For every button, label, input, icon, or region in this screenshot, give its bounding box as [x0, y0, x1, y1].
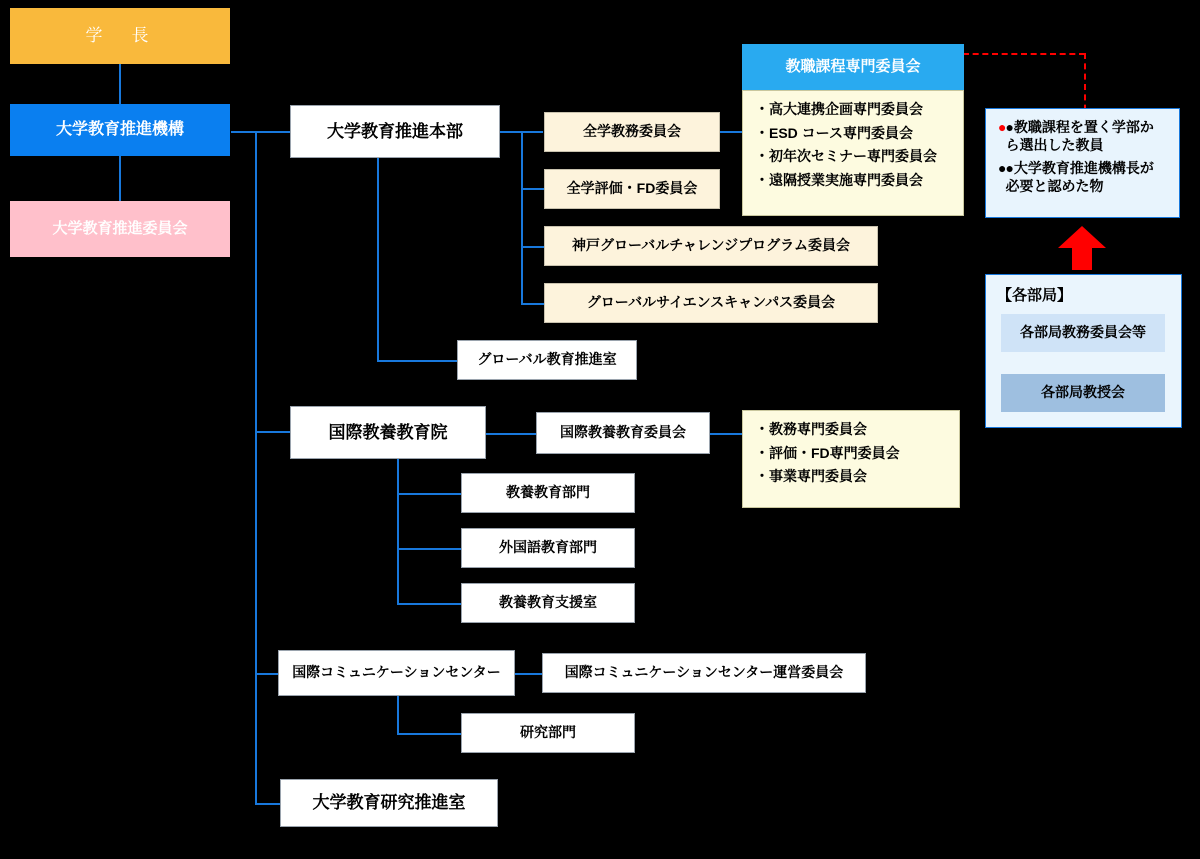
line-comm-to-committee: [515, 673, 542, 675]
line-liberal-ch3: [397, 603, 461, 605]
line-spine-to-liberal: [255, 431, 290, 433]
line-hq-c3: [521, 246, 545, 248]
line-liberal-ch1: [397, 493, 461, 495]
teacher-course-item-2: ・初年次セミナー専門委員会: [755, 148, 937, 164]
teacher-course-item-0: ・高大連携企画専門委員会: [755, 101, 923, 117]
liberal-arts-sub-item-0: ・教務専門委員会: [755, 421, 867, 437]
node-liberal-arts-child-0[interactable]: 教養教育部門: [461, 473, 635, 513]
node-comm-center[interactable]: 国際コミュニケーションセンター: [278, 650, 515, 696]
line-comm-to-research-dept: [397, 733, 461, 735]
line-liberal-to-committee: [486, 433, 536, 435]
node-president[interactable]: 学 長: [10, 8, 230, 64]
node-teacher-course-items: [742, 90, 964, 216]
liberal-arts-sub-item-2: ・事業専門委員会: [755, 468, 867, 484]
node-teacher-course-header[interactable]: 教職課程専門委員会: [742, 44, 964, 90]
node-org[interactable]: 大学教育推進機構: [10, 104, 230, 156]
node-hq-child-3[interactable]: グローバルサイエンスキャンパス委員会: [544, 283, 878, 323]
line-liberal-spine: [397, 456, 399, 603]
node-global-education-office[interactable]: グローバル教育推進室: [457, 340, 637, 380]
line-c1-to-teacher: [719, 131, 743, 133]
red-up-arrow-icon: [1058, 226, 1106, 270]
node-org-committee[interactable]: 大学教育推進委員会: [10, 201, 230, 257]
node-liberal-arts-committee[interactable]: 国際教養教育委員会: [536, 412, 710, 454]
liberal-arts-sub-list: [755, 421, 947, 486]
node-hq[interactable]: 大学教育推進本部: [290, 105, 500, 158]
teacher-course-item-1: ・ESD コース専門委員会: [755, 124, 913, 141]
line-main-spine: [255, 131, 257, 804]
red-bullet-icon: ●: [998, 119, 1007, 135]
node-liberal-arts-child-2[interactable]: 教養教育支援室: [461, 583, 635, 623]
node-hq-child-0[interactable]: 全学教務委員会: [544, 112, 720, 152]
black-bullet-icon: ●: [998, 160, 1007, 176]
node-liberal-arts-child-1[interactable]: 外国語教育部門: [461, 528, 635, 568]
line-president-org: [119, 64, 121, 104]
teacher-course-list: [755, 101, 951, 189]
node-research-office[interactable]: 大学教育研究推進室: [280, 779, 498, 827]
line-org-committee: [119, 156, 121, 201]
node-red-note: [985, 108, 1180, 218]
departments-title: 【各部局】: [997, 287, 1073, 304]
node-comm-center-committee[interactable]: 国際コミュニケーションセンター運営委員会: [542, 653, 866, 693]
node-liberal-arts[interactable]: 国際教養教育院: [290, 406, 486, 459]
line-liberal-ch2: [397, 548, 461, 550]
red-note-item-0: ●教職課程を置く学部から選出した教員: [1005, 119, 1154, 153]
node-hq-child-1[interactable]: 全学評価・FD委員会: [544, 169, 720, 209]
node-hq-child-2[interactable]: 神戸グローバルチャレンジプログラム委員会: [544, 226, 878, 266]
departments-item-0[interactable]: 各部局教務委員会等: [1001, 314, 1165, 352]
line-hq-c2: [521, 188, 545, 190]
node-liberal-arts-sub-items: [742, 410, 960, 508]
red-note-item-1: ●大学教育推進機構長が必要と認めた物: [1005, 160, 1154, 194]
line-liberal-committee-to-items: [709, 433, 743, 435]
dashed-line-horizontal: [963, 53, 1085, 55]
line-hq-to-global-office: [377, 360, 457, 362]
departments-item-1[interactable]: 各部局教授会: [1001, 374, 1165, 412]
liberal-arts-sub-item-1: ・評価・FD専門委員会: [755, 444, 900, 461]
line-hq-spine: [377, 156, 379, 360]
line-hq-right-spine: [521, 131, 523, 303]
line-comm-spine: [397, 696, 399, 733]
line-hq-c4: [521, 303, 545, 305]
node-comm-center-child[interactable]: 研究部門: [461, 713, 635, 753]
line-org-to-hq: [231, 131, 290, 133]
teacher-course-item-3: ・遠隔授業実施専門委員会: [755, 171, 923, 188]
